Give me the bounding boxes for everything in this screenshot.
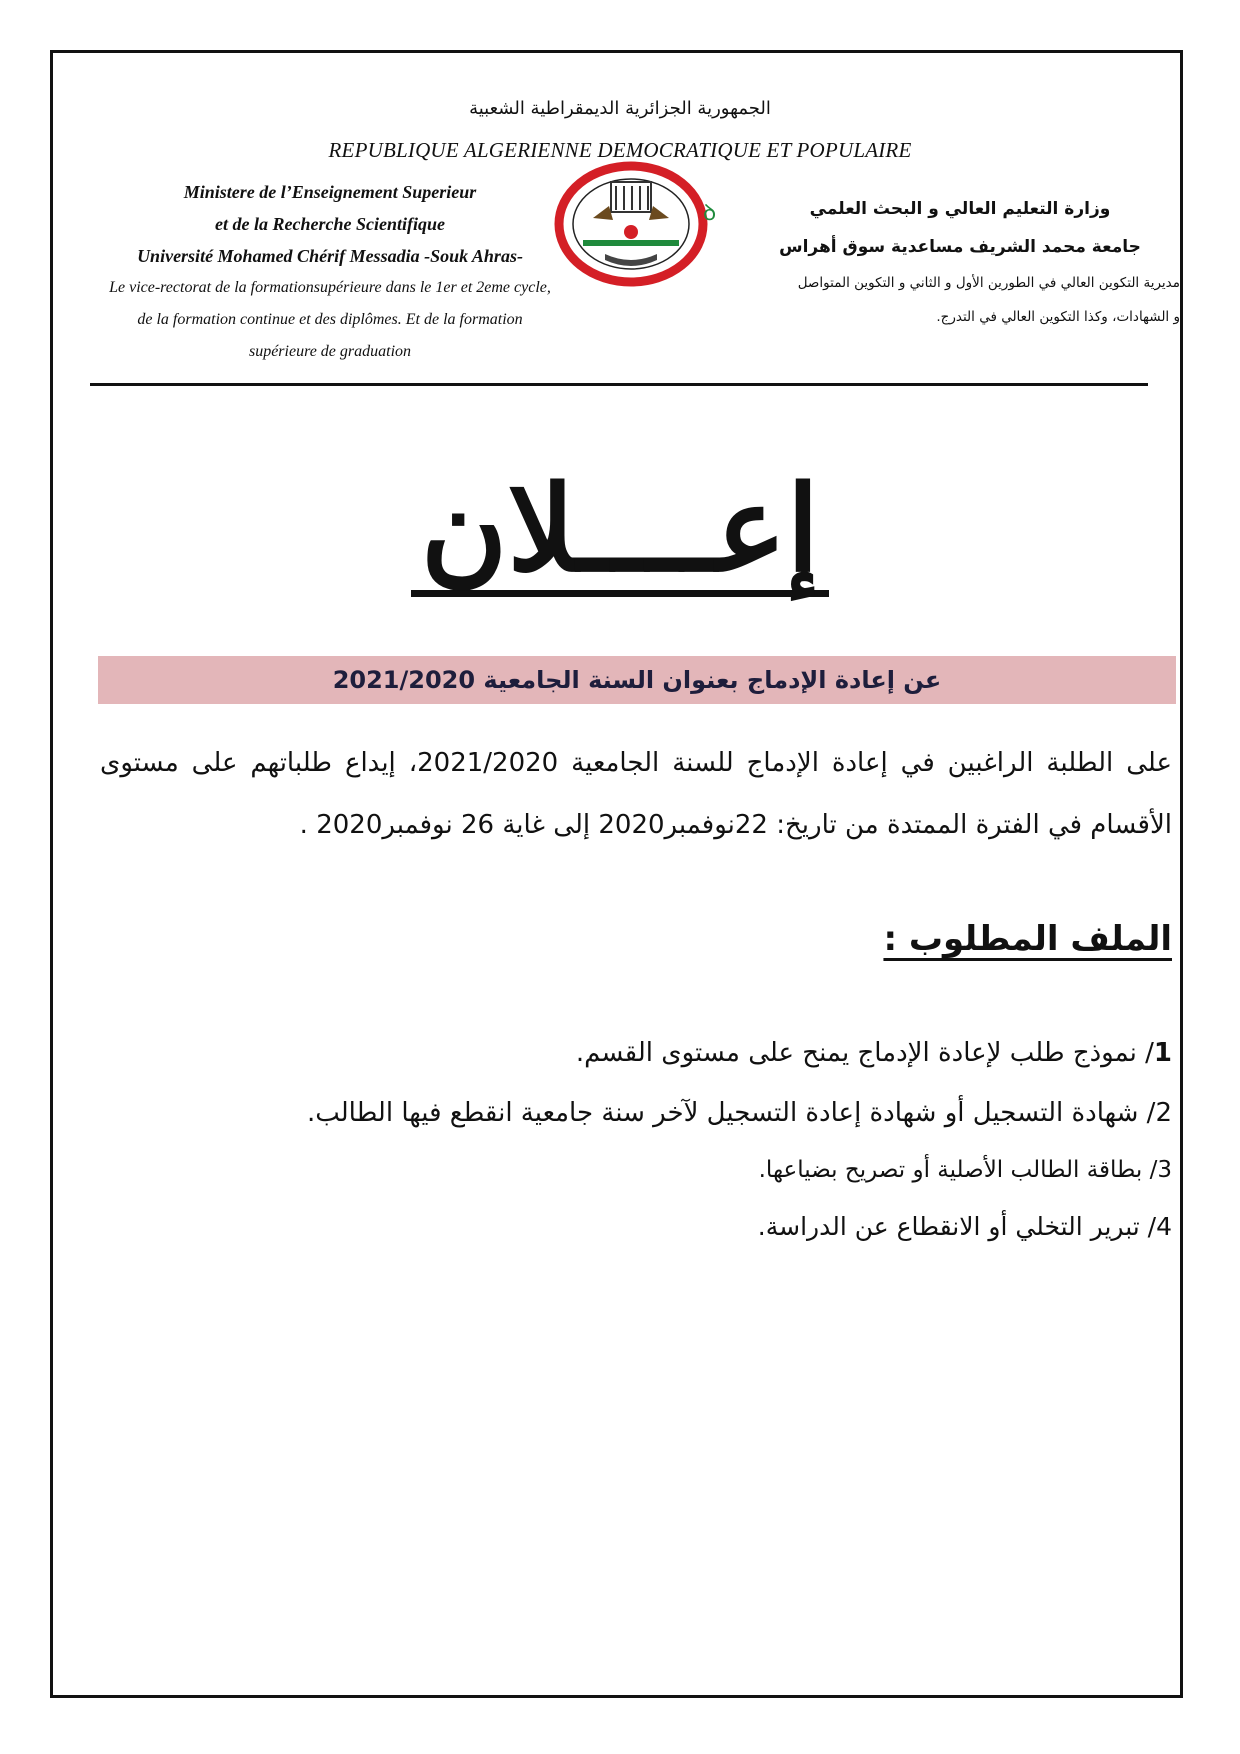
list-item: [172, 1086, 1172, 1140]
university-name-ar: جامعة محمد الشريف مساعدية سوق أهراس: [779, 237, 1141, 257]
notice-title-text: إعــــلان: [411, 470, 830, 597]
vice-rectorate-fr-line-1: Le vice-rectorat de la formationsupérieure dans le 1er et 2eme cycle,: [109, 279, 551, 296]
header-arabic-block: [740, 190, 1180, 334]
requirements-list: [172, 1020, 1172, 1254]
list-item-text: / نموذج طلب لإعادة الإدماج يمنح على مستوى القسم.: [575, 1038, 1154, 1068]
seal-side-mark: ꝺ: [703, 201, 717, 226]
vice-rectorate-fr-line-3: supérieure de graduation: [248, 343, 412, 360]
ministry-name-ar: وزارة التعليم العالي و البحث العلمي: [809, 199, 1111, 219]
vice-rectorate-fr-line-2: de la formation continue et des diplômes. Et de la formation: [137, 311, 523, 328]
header-ar-republic: الجمهورية الجزائرية الديمقراطية الشعبية: [469, 98, 771, 119]
header-divider: [90, 383, 1148, 386]
seal-green-band: [583, 240, 679, 246]
list-item: [172, 1140, 1172, 1200]
list-item-text: / تبرير التخلي أو الانقطاع عن الدراسة.: [757, 1212, 1157, 1241]
notice-subtitle: عن إعادة الإدماج بعنوان السنة الجامعية 2021/2020: [332, 666, 942, 694]
requirements-heading: الملف المطلوب :: [883, 919, 1172, 959]
list-item-number: 2: [1155, 1098, 1172, 1128]
notice-title: [0, 459, 1240, 598]
header-french-block: [70, 176, 590, 368]
list-item: [172, 1020, 1172, 1086]
list-item-number: 3: [1157, 1157, 1172, 1183]
ministry-subname-fr: et de la Recherche Scientifique: [215, 214, 445, 234]
subtitle-band: [98, 656, 1176, 704]
header-fr-republic: REPUBLIQUE ALGERIENNE DEMOCRATIQUE ET POPULAIRE: [328, 138, 912, 162]
list-item: [172, 1200, 1172, 1254]
list-item-text: / بطاقة الطالب الأصلية أو تصريح بضياعها.: [758, 1157, 1158, 1183]
ministry-name-fr: Ministere de l’Enseignement Superieur: [183, 182, 477, 202]
list-item-text: / شهادة التسجيل أو شهادة إعادة التسجيل لآخر سنة جامعية انقطع فيها الطالب.: [306, 1098, 1156, 1128]
directorate-ar-line-2: و الشهادات، وكذا التكوين العالي في التدرج.: [936, 309, 1180, 325]
notice-paragraph: على الطلبة الراغبين في إعادة الإدماج للسنة الجامعية 2021/2020، إيداع طلباتهم على مستوى الأقسام في الفترة الممتدة من تاريخ: 22نوفمبر2020 إلى غاية 26 نوفمبر2020 .: [100, 748, 1173, 840]
university-name-fr: Université Mohamed Chérif Messadia -Souk Ahras-: [137, 246, 523, 266]
university-seal-logo: [553, 158, 729, 288]
list-item-number: 1: [1153, 1038, 1172, 1068]
seal-sun-icon: [624, 225, 638, 239]
list-item-number: 4: [1156, 1212, 1172, 1241]
directorate-ar-line-1: مديرية التكوين العالي في الطورين الأول و الثاني و التكوين المتواصل: [797, 275, 1180, 291]
